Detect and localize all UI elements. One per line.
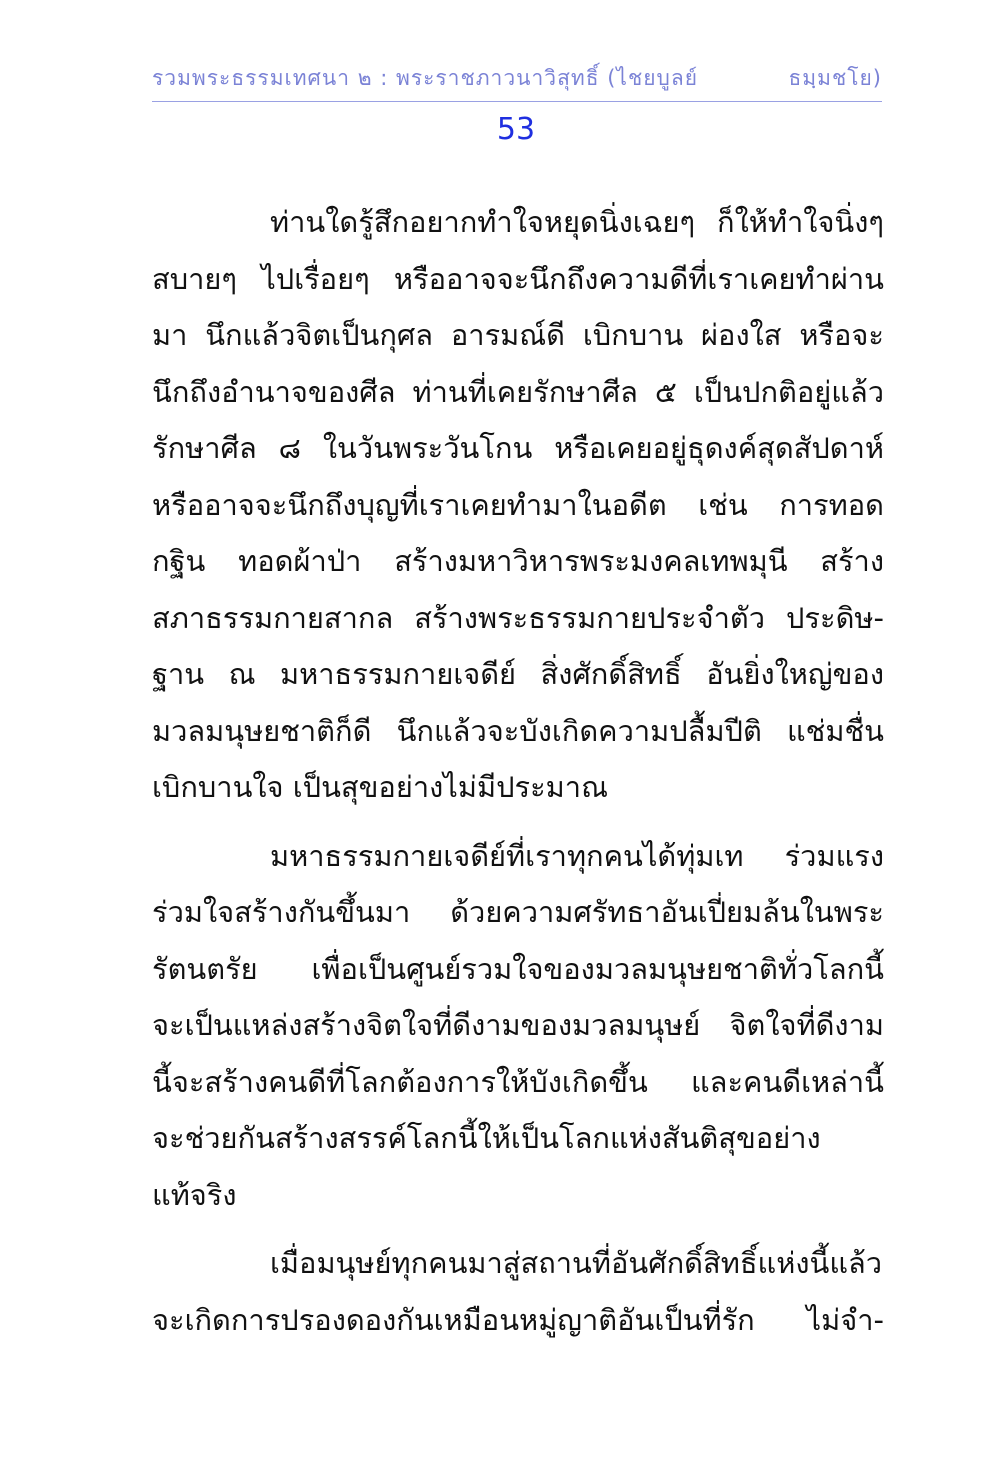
running-header-author: ธมฺมชโย) <box>788 66 882 90</box>
paragraph-line: มา นึกแล้วจิตเป็นกุศล อารมณ์ดี เบิกบาน ผ่องใส หรือจะ <box>152 318 884 352</box>
paragraph-line: ฐาน ณ มหาธรรมกายเจดีย์ สิ่งศักดิ์สิทธิ์ อันยิ่งใหญ่ของ <box>152 657 884 691</box>
paragraph-spacer <box>152 816 884 828</box>
paragraph-line: เบิกบานใจ เป็นสุขอย่างไม่มีประมาณ <box>152 770 608 804</box>
paragraph-line: ร่วมใจสร้างกันขึ้นมา ด้วยความศรัทธาอันเปี่ยมล้นในพระ <box>152 895 884 929</box>
paragraph-line: สภาธรรมกายสากล สร้างพระธรรมกายประจำตัว ประดิษ- <box>152 600 884 635</box>
paragraph-line: ท่านใดรู้สึกอยากทำใจหยุดนิ่งเฉยๆ ก็ให้ทำใจนิ่งๆ <box>270 205 884 239</box>
paragraph-line: กฐิน ทอดผ้าป่า สร้างมหาวิหารพระมงคลเทพมุนี สร้าง <box>152 544 884 578</box>
paragraph-2 <box>152 828 884 1224</box>
paragraph-line: รักษาศีล ๘ ในวันพระวันโกน หรือเคยอยู่ธุดงค์สุดสัปดาห์ <box>152 431 884 465</box>
running-header-title: รวมพระธรรมเทศนา ๒ : พระราชภาวนาวิสุทธิ์ (ไชยบูลย์ <box>152 66 699 90</box>
paragraph-spacer <box>152 1223 884 1235</box>
body-text <box>152 194 884 1348</box>
paragraph-line: จะเกิดการปรองดองกันเหมือนหมู่ญาติอันเป็นที่รัก ไม่จำ- <box>152 1302 884 1337</box>
paragraph-line: แท้จริง <box>152 1177 237 1212</box>
paragraph-line: สบายๆ ไปเรื่อยๆ หรืออาจจะนึกถึงความดีที่เราเคยทำผ่าน <box>152 261 884 296</box>
paragraph-1 <box>152 194 884 816</box>
paragraph-line: มหาธรรมกายเจดีย์ที่เราทุกคนได้ทุ่มเท ร่วมแรง <box>270 838 884 873</box>
page-number: 53 <box>496 112 536 147</box>
paragraph-3 <box>152 1235 884 1348</box>
paragraph-line: นึกถึงอำนาจของศีล ท่านที่เคยรักษาศีล ๕ เป็นปกติอยู่แล้ว <box>152 374 884 409</box>
paragraph-line: หรืออาจจะนึกถึงบุญที่เราเคยทำมาในอดีต เช่น การทอด <box>152 487 884 522</box>
paragraph-line: มวลมนุษยชาติก็ดี นึกแล้วจะบังเกิดความปลื้มปีติ แช่มชื่น <box>152 713 884 748</box>
paragraph-line: รัตนตรัย เพื่อเป็นศูนย์รวมใจของมวลมนุษยชาติทั่วโลกนี้ <box>152 951 884 986</box>
paragraph-line: นี้จะสร้างคนดีที่โลกต้องการให้บังเกิดขึ้น และคนดีเหล่านี้ <box>152 1064 884 1099</box>
header-divider <box>152 101 882 102</box>
paragraph-line: จะช่วยกันสร้างสรรค์โลกนี้ให้เป็นโลกแห่งสันติสุขอย่าง <box>152 1121 821 1155</box>
running-header <box>152 62 882 98</box>
paragraph-line: เมื่อมนุษย์ทุกคนมาสู่สถานที่อันศักดิ์สิทธิ์แห่งนี้แล้ว <box>270 1246 883 1280</box>
paragraph-line: จะเป็นแหล่งสร้างจิตใจที่ดีงามของมวลมนุษย์ จิตใจที่ดีงาม <box>152 1008 884 1042</box>
